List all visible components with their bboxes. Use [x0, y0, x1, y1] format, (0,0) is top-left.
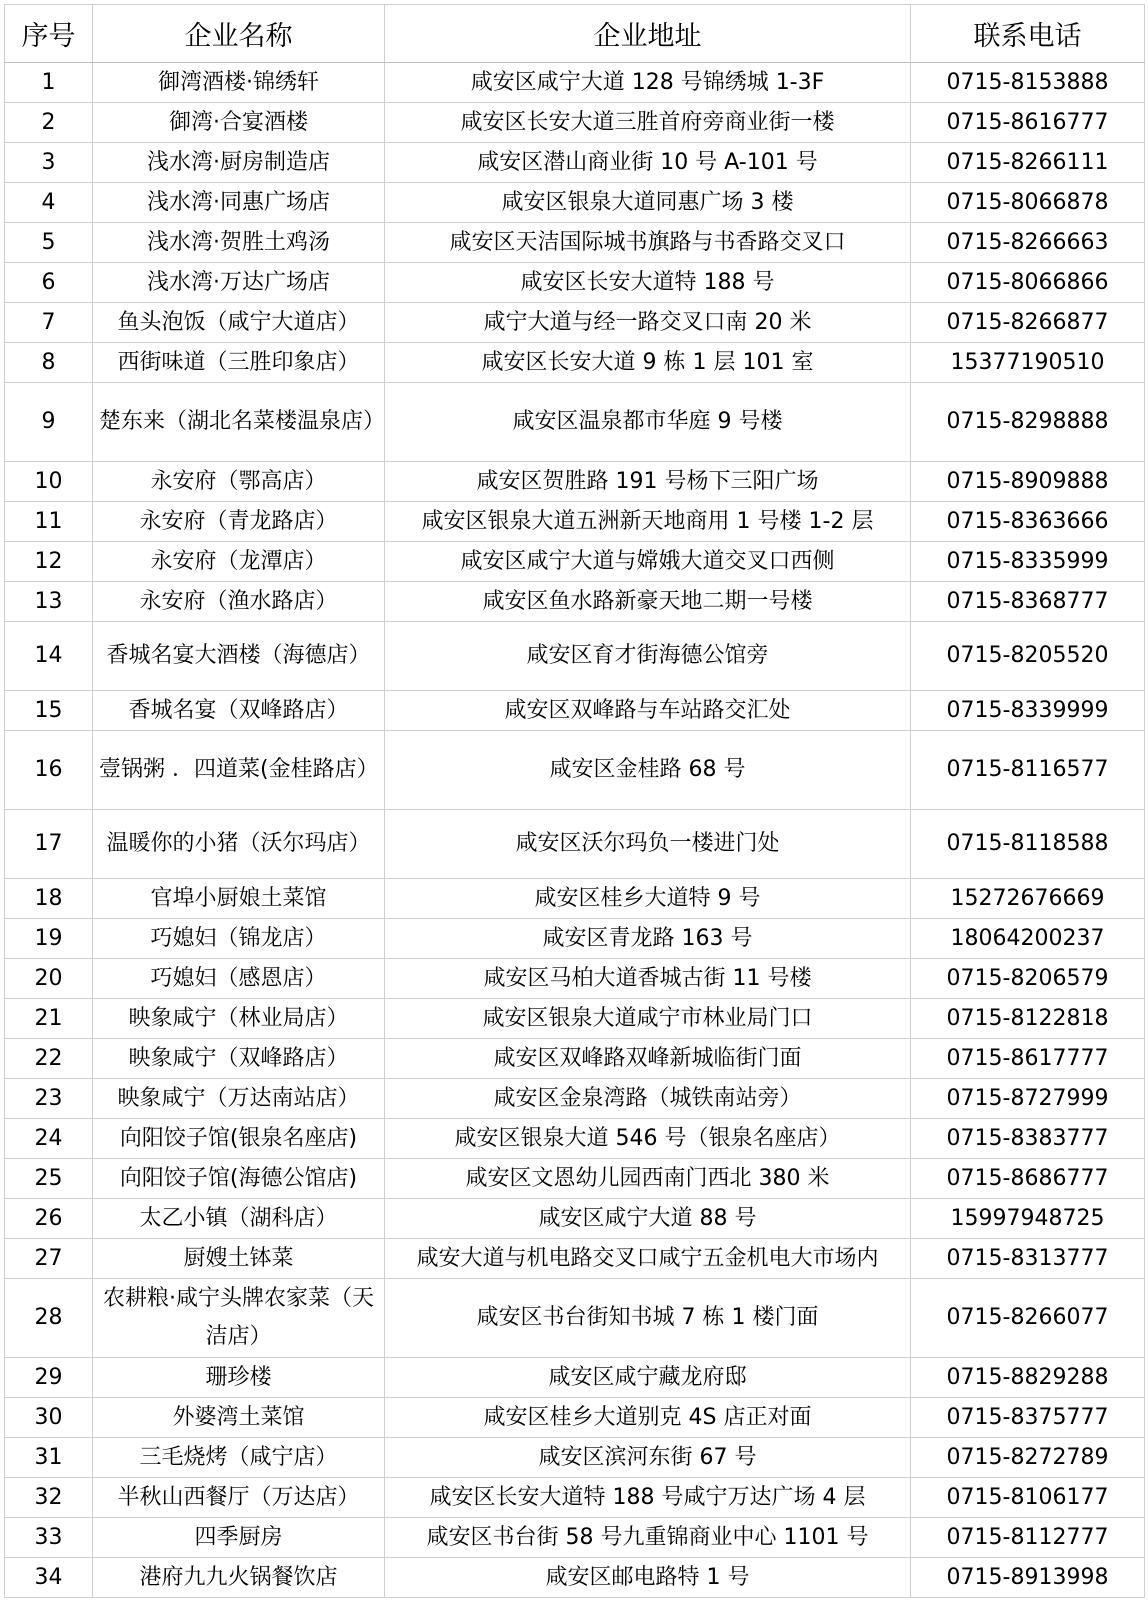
cell-phone: 15997948725	[911, 1199, 1145, 1239]
cell-name: 永安府（青龙路店）	[93, 502, 385, 542]
cell-name: 外婆湾土菜馆	[93, 1398, 385, 1438]
cell-address: 咸安区咸宁大道 128 号锦绣城 1-3F	[385, 63, 911, 103]
cell-phone: 0715-8106177	[911, 1478, 1145, 1518]
cell-address: 咸安区咸宁大道 88 号	[385, 1199, 911, 1239]
cell-no: 17	[5, 810, 93, 879]
cell-name: 映象咸宁（万达南站店）	[93, 1079, 385, 1119]
cell-phone: 0715-8153888	[911, 63, 1145, 103]
header-no: 序号	[5, 5, 93, 63]
table-row	[5, 1558, 1145, 1598]
cell-address: 咸安区潜山商业街 10 号 A-101 号	[385, 143, 911, 183]
cell-address: 咸安区长安大道三胜首府旁商业街一楼	[385, 103, 911, 143]
cell-name: 壹锅粥 ．四道菜(金桂路店）	[93, 731, 385, 810]
cell-no: 16	[5, 731, 93, 810]
cell-address: 咸安区长安大道 9 栋 1 层 101 室	[385, 343, 911, 383]
table-row	[5, 1199, 1145, 1239]
cell-phone: 0715-8909888	[911, 462, 1145, 502]
cell-no: 25	[5, 1159, 93, 1199]
cell-address: 咸安区银泉大道 546 号（银泉名座店）	[385, 1119, 911, 1159]
table-row	[5, 143, 1145, 183]
cell-phone: 15272676669	[911, 879, 1145, 919]
cell-phone: 0715-8313777	[911, 1239, 1145, 1279]
cell-no: 26	[5, 1199, 93, 1239]
cell-address: 咸安区文恩幼儿园西南门西北 380 米	[385, 1159, 911, 1199]
cell-name: 御湾酒楼·锦绣轩	[93, 63, 385, 103]
table-row	[5, 691, 1145, 731]
cell-address: 咸安区桂乡大道别克 4S 店正对面	[385, 1398, 911, 1438]
table-row	[5, 959, 1145, 999]
cell-phone: 0715-8368777	[911, 582, 1145, 622]
cell-address: 咸安区银泉大道咸宁市林业局门口	[385, 999, 911, 1039]
header-address: 企业地址	[385, 5, 911, 63]
cell-no: 12	[5, 542, 93, 582]
cell-address: 咸安区书台街 58 号九重锦商业中心 1101 号	[385, 1518, 911, 1558]
cell-name: 映象咸宁（林业局店）	[93, 999, 385, 1039]
cell-phone: 0715-8118588	[911, 810, 1145, 879]
cell-phone: 0715-8266663	[911, 223, 1145, 263]
table-row	[5, 1518, 1145, 1558]
cell-phone: 15377190510	[911, 343, 1145, 383]
cell-name: 三毛烧烤（咸宁店）	[93, 1438, 385, 1478]
cell-name: 农耕粮·咸宁头牌农家菜（天洁店）	[93, 1279, 385, 1358]
cell-no: 18	[5, 879, 93, 919]
cell-no: 30	[5, 1398, 93, 1438]
cell-no: 1	[5, 63, 93, 103]
table-row	[5, 502, 1145, 542]
cell-no: 19	[5, 919, 93, 959]
cell-no: 9	[5, 383, 93, 462]
cell-address: 咸安区长安大道特 188 号咸宁万达广场 4 层	[385, 1478, 911, 1518]
cell-name: 浅水湾·万达广场店	[93, 263, 385, 303]
cell-address: 咸安区桂乡大道特 9 号	[385, 879, 911, 919]
cell-no: 10	[5, 462, 93, 502]
cell-no: 3	[5, 143, 93, 183]
table-row	[5, 999, 1145, 1039]
cell-phone: 0715-8206579	[911, 959, 1145, 999]
table-row	[5, 582, 1145, 622]
table-row	[5, 1358, 1145, 1398]
cell-address: 咸宁大道与经一路交叉口南 20 米	[385, 303, 911, 343]
table-row	[5, 1239, 1145, 1279]
cell-name: 四季厨房	[93, 1518, 385, 1558]
cell-phone: 0715-8363666	[911, 502, 1145, 542]
cell-no: 14	[5, 622, 93, 691]
cell-no: 13	[5, 582, 93, 622]
cell-no: 34	[5, 1558, 93, 1598]
cell-address: 咸安区天洁国际城书旗路与书香路交叉口	[385, 223, 911, 263]
cell-no: 6	[5, 263, 93, 303]
header-name: 企业名称	[93, 5, 385, 63]
cell-name: 永安府（渔水路店）	[93, 582, 385, 622]
table-row	[5, 303, 1145, 343]
cell-name: 巧媳妇（感恩店）	[93, 959, 385, 999]
cell-name: 永安府（龙潭店）	[93, 542, 385, 582]
table-row	[5, 1478, 1145, 1518]
cell-name: 巧媳妇（锦龙店）	[93, 919, 385, 959]
cell-address: 咸安区鱼水路新豪天地二期一号楼	[385, 582, 911, 622]
cell-name: 向阳饺子馆(银泉名座店)	[93, 1119, 385, 1159]
table-row	[5, 263, 1145, 303]
cell-phone: 0715-8066866	[911, 263, 1145, 303]
cell-name: 厨嫂土钵菜	[93, 1239, 385, 1279]
cell-address: 咸安区青龙路 163 号	[385, 919, 911, 959]
table-row	[5, 1279, 1145, 1358]
cell-no: 24	[5, 1119, 93, 1159]
cell-phone: 0715-8616777	[911, 103, 1145, 143]
cell-address: 咸安区双峰路双峰新城临街门面	[385, 1039, 911, 1079]
cell-phone: 18064200237	[911, 919, 1145, 959]
cell-no: 29	[5, 1358, 93, 1398]
table-row	[5, 63, 1145, 103]
cell-no: 27	[5, 1239, 93, 1279]
cell-phone: 0715-8266077	[911, 1279, 1145, 1358]
cell-no: 20	[5, 959, 93, 999]
cell-name: 官埠小厨娘土菜馆	[93, 879, 385, 919]
cell-name: 太乙小镇（湖科店）	[93, 1199, 385, 1239]
table-row	[5, 103, 1145, 143]
cell-address: 咸安区长安大道特 188 号	[385, 263, 911, 303]
cell-address: 咸安区金桂路 68 号	[385, 731, 911, 810]
cell-phone: 0715-8066878	[911, 183, 1145, 223]
cell-address: 咸安区咸宁藏龙府邸	[385, 1358, 911, 1398]
cell-name: 映象咸宁（双峰路店）	[93, 1039, 385, 1079]
cell-phone: 0715-8383777	[911, 1119, 1145, 1159]
table-row	[5, 1079, 1145, 1119]
table-row	[5, 1119, 1145, 1159]
cell-address: 咸安区银泉大道五洲新天地商用 1 号楼 1-2 层	[385, 502, 911, 542]
cell-name: 楚东来（湖北名菜楼温泉店）	[93, 383, 385, 462]
cell-name: 浅水湾·厨房制造店	[93, 143, 385, 183]
cell-address: 咸安区银泉大道同惠广场 3 楼	[385, 183, 911, 223]
cell-no: 22	[5, 1039, 93, 1079]
cell-phone: 0715-8298888	[911, 383, 1145, 462]
cell-no: 11	[5, 502, 93, 542]
table-row	[5, 183, 1145, 223]
enterprise-table	[4, 4, 1145, 1598]
cell-phone: 0715-8122818	[911, 999, 1145, 1039]
cell-no: 2	[5, 103, 93, 143]
cell-name: 港府九九火锅餐饮店	[93, 1558, 385, 1598]
cell-phone: 0715-8266111	[911, 143, 1145, 183]
cell-no: 15	[5, 691, 93, 731]
cell-phone: 0715-8116577	[911, 731, 1145, 810]
cell-address: 咸安区双峰路与车站路交汇处	[385, 691, 911, 731]
table-row	[5, 223, 1145, 263]
header-phone: 联系电话	[911, 5, 1145, 63]
cell-no: 4	[5, 183, 93, 223]
header-row	[5, 5, 1145, 63]
cell-address: 咸安区育才街海德公馆旁	[385, 622, 911, 691]
cell-address: 咸安区邮电路特 1 号	[385, 1558, 911, 1598]
cell-name: 香城名宴大酒楼（海德店）	[93, 622, 385, 691]
table-row	[5, 879, 1145, 919]
cell-no: 21	[5, 999, 93, 1039]
cell-name: 温暖你的小猪（沃尔玛店）	[93, 810, 385, 879]
table-row	[5, 622, 1145, 691]
cell-phone: 0715-8375777	[911, 1398, 1145, 1438]
cell-no: 5	[5, 223, 93, 263]
cell-phone: 0715-8266877	[911, 303, 1145, 343]
cell-no: 23	[5, 1079, 93, 1119]
table-row	[5, 1159, 1145, 1199]
cell-address: 咸安区滨河东街 67 号	[385, 1438, 911, 1478]
cell-phone: 0715-8913998	[911, 1558, 1145, 1598]
cell-phone: 0715-8617777	[911, 1039, 1145, 1079]
cell-name: 香城名宴（双峰路店）	[93, 691, 385, 731]
table-row	[5, 462, 1145, 502]
table-row	[5, 1398, 1145, 1438]
cell-name: 御湾·合宴酒楼	[93, 103, 385, 143]
table-row	[5, 1039, 1145, 1079]
cell-address: 咸安区温泉都市华庭 9 号楼	[385, 383, 911, 462]
cell-no: 32	[5, 1478, 93, 1518]
cell-name: 浅水湾·同惠广场店	[93, 183, 385, 223]
cell-address: 咸安区书台街知书城 7 栋 1 楼门面	[385, 1279, 911, 1358]
cell-address: 咸安区贺胜路 191 号杨下三阳广场	[385, 462, 911, 502]
cell-phone: 0715-8335999	[911, 542, 1145, 582]
table-row	[5, 343, 1145, 383]
cell-name: 半秋山西餐厅（万达店）	[93, 1478, 385, 1518]
cell-name: 西街味道（三胜印象店）	[93, 343, 385, 383]
cell-name: 永安府（鄂高店）	[93, 462, 385, 502]
cell-phone: 0715-8339999	[911, 691, 1145, 731]
table-row	[5, 542, 1145, 582]
cell-no: 33	[5, 1518, 93, 1558]
cell-address: 咸安区咸宁大道与嫦娥大道交叉口西侧	[385, 542, 911, 582]
cell-name: 珊珍楼	[93, 1358, 385, 1398]
table-row	[5, 1438, 1145, 1478]
cell-phone: 0715-8112777	[911, 1518, 1145, 1558]
table-row	[5, 383, 1145, 462]
cell-address: 咸安区马柏大道香城古街 11 号楼	[385, 959, 911, 999]
cell-phone: 0715-8272789	[911, 1438, 1145, 1478]
cell-address: 咸安区沃尔玛负一楼进门处	[385, 810, 911, 879]
cell-phone: 0715-8727999	[911, 1079, 1145, 1119]
table-row	[5, 810, 1145, 879]
cell-no: 8	[5, 343, 93, 383]
cell-no: 28	[5, 1279, 93, 1358]
table-row	[5, 731, 1145, 810]
cell-address: 咸安区金泉湾路（城铁南站旁）	[385, 1079, 911, 1119]
cell-phone: 0715-8205520	[911, 622, 1145, 691]
cell-phone: 0715-8686777	[911, 1159, 1145, 1199]
cell-no: 7	[5, 303, 93, 343]
cell-name: 浅水湾·贺胜土鸡汤	[93, 223, 385, 263]
cell-name: 向阳饺子馆(海德公馆店)	[93, 1159, 385, 1199]
cell-phone: 0715-8829288	[911, 1358, 1145, 1398]
cell-no: 31	[5, 1438, 93, 1478]
table-row	[5, 919, 1145, 959]
cell-name: 鱼头泡饭（咸宁大道店）	[93, 303, 385, 343]
cell-address: 咸安大道与机电路交叉口咸宁五金机电大市场内	[385, 1239, 911, 1279]
